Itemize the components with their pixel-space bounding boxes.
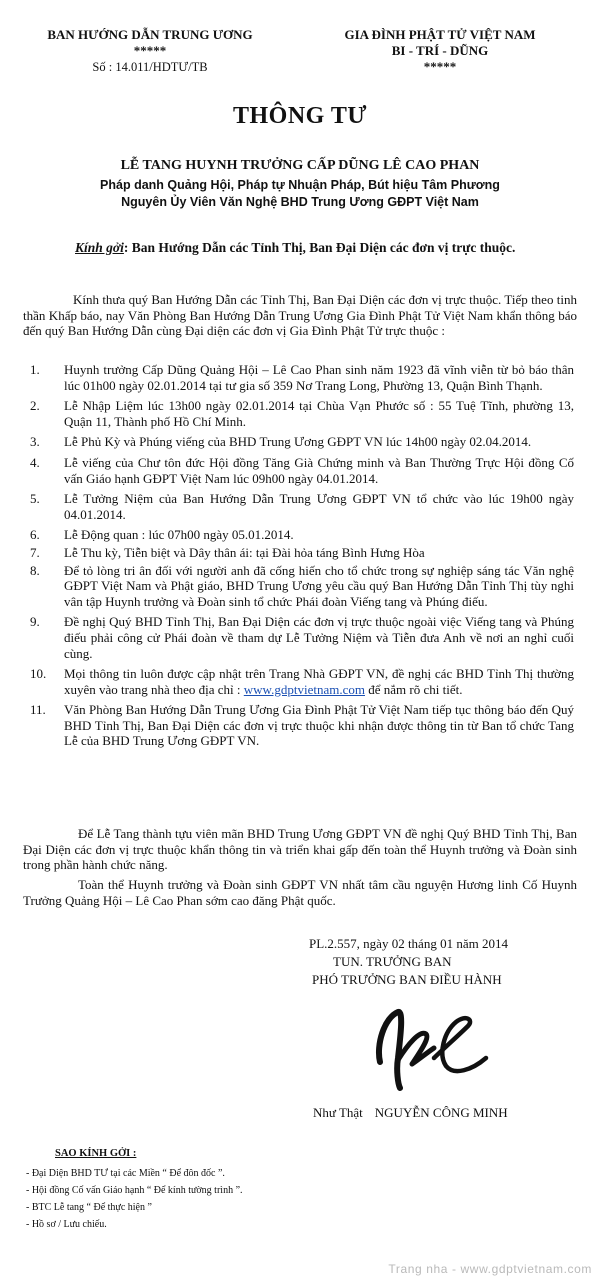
signer-name: NGUYỄN CÔNG MINH	[374, 1105, 508, 1120]
cc-item: - Hồ sơ / Lưu chiếu.	[26, 1219, 107, 1230]
intro-paragraph: Kính thưa quý Ban Hướng Dẫn các Tỉnh Thị, Ban Đại Diện các đơn vị trực thuộc. Tiếp theo tinh thần Khấp báo, nay Văn Phòng Ban Hướng Dẫn Trung Ương Gia Đình Phật Tử Việt Nam khẩn thông báo đến quý Ban Hướng Dẫn cùng Đại diện các đơn vị Gia Đình Phật Tử trực thuộc :	[23, 292, 577, 339]
list-item	[0, 455, 600, 486]
item-text: Lễ Động quan : lúc 07h00 ngày 05.01.2014.	[64, 527, 294, 543]
list-item	[0, 614, 600, 661]
recipient-label: Kính gởi	[75, 240, 124, 255]
item-number: 4.	[30, 454, 40, 470]
signature-date: PL.2.557, ngày 02 tháng 01 năm 2014	[309, 936, 508, 951]
list-item	[0, 362, 600, 393]
signature-on-behalf: TUN. TRƯỞNG BAN	[333, 954, 452, 969]
handwritten-signature	[368, 1000, 498, 1095]
item-text	[64, 666, 574, 697]
item-text-after-link: để nắm rõ chi tiết.	[364, 681, 463, 697]
cc-heading: SAO KÍNH GỞI :	[55, 1148, 137, 1159]
item-text: Lễ Tưởng Niệm của Ban Hướng Dẫn Trung Ương GĐPT VN tổ chức vào lúc 19h00 ngày 04.01.2014.	[64, 491, 574, 522]
header-right	[300, 27, 580, 75]
document-number: Số : 14.011/HDTƯ/TB	[92, 60, 208, 74]
item-text: Văn Phòng Ban Hướng Dẫn Trung Ương Gia Đình Phật Tử Việt Nam tiếp tục thông báo đến Quý BHD Tỉnh Thị, Ban Đại Diện các đơn vị trực thuộc khi nhận được thông tin từ Ban tổ chức Tang Lễ của BHD Trung Ương GĐPT VN.	[64, 702, 574, 749]
watermark: Trang nha - www.gdptvietnam.com	[388, 1262, 592, 1276]
item-number: 7.	[30, 544, 40, 560]
item-text-before-link: Mọi thông tin luôn được cập nhật trên Trang Nhà GĐPT VN, đề nghị các BHD Tỉnh Thị thường xuyên vào trang nhà theo địa chỉ :	[64, 666, 574, 697]
item-text: Lễ Thu kỳ, Tiễn biệt và Dây thân ái: tại Đài hỏa táng Bình Hưng Hòa	[64, 544, 425, 560]
cc-item: - BTC Lễ tang “ Để thực hiện ”	[26, 1202, 152, 1213]
closing-paragraph-1: Để Lễ Tang thành tựu viên mãn BHD Trung Ương GĐPT VN đề nghị Quý BHD Tỉnh Thị, Ban Đại Diện các đơn vị trực thuộc khẩn thông tin và triển khai gấp đến toàn thể Huynh trưởng và Đoàn sinh trong phần hành chức năng.	[23, 826, 577, 873]
item-number: 9.	[30, 614, 40, 630]
item-text: Đề nghị Quý BHD Tỉnh Thị, Ban Đại Diện các đơn vị trực thuộc ngoài việc Viếng tang và Phúng điếu phải công cử Phái đoàn về tham dự Lễ Tưởng Niệm và Tiễn đưa Anh về nơi an nghỉ cuối cùng.	[64, 614, 574, 661]
list-item	[0, 527, 600, 543]
list-item	[0, 563, 600, 610]
website-link[interactable]: www.gdptvietnam.com	[243, 681, 365, 697]
list-item	[0, 434, 600, 450]
item-number: 1.	[30, 362, 40, 377]
item-number: 11.	[30, 702, 46, 718]
item-number: 8.	[30, 562, 40, 578]
item-text: Huynh trưởng Cấp Dũng Quảng Hội – Lê Cao Phan sinh năm 1923 đã vĩnh viễn từ bỏ báo thân lúc 01h00 ngày 02.01.2014 tại tư gia số 359 Nơ Trang Long, Phường 13, Quận Bình Thạnh.	[64, 362, 574, 393]
announcement-list	[0, 362, 600, 749]
item-text: Lễ Nhập Liệm lúc 13h00 ngày 02.01.2014 tại Chùa Vạn Phước số : 55 Tuệ Tĩnh, phường 13, Quận 11, Thành phố Hồ Chí Minh.	[64, 398, 574, 429]
list-item	[0, 398, 600, 429]
organization-name: GIA ĐÌNH PHẬT TỬ VIỆT NAM	[344, 27, 536, 42]
list-item	[0, 491, 600, 522]
recipient-text: : Ban Hướng Dẫn các Tỉnh Thị, Ban Đại Diện các đơn vị trực thuộc.	[123, 240, 516, 255]
organization-stars: *****	[423, 59, 457, 74]
issuer-org: BAN HƯỚNG DẪN TRUNG ƯƠNG	[47, 27, 253, 42]
item-text: Để tỏ lòng tri ân đối với người anh đã cống hiến cho tổ chức trong sự nghiệp sáng tác Văn nghệ GĐPT Việt Nam và Phật giáo, BHD Trung Ương yêu cầu quý Ban Hướng Dẫn Tỉnh Thị tùy nghi vân tập Huynh trưởng và Đoàn sinh tổ chức Phái đoàn Viếng tang và Phúng điếu.	[64, 562, 574, 609]
signer-dharma-name: Như Thật	[313, 1105, 363, 1120]
signature-position: PHÓ TRƯỞNG BAN ĐIỀU HÀNH	[312, 972, 502, 987]
subtitle-line-3: Nguyên Ủy Viên Văn Nghệ BHD Trung Ương GĐPT Việt Nam	[121, 195, 479, 209]
item-number: 10.	[30, 666, 47, 682]
issuer-stars: *****	[133, 43, 167, 58]
document-title: THÔNG TƯ	[232, 103, 368, 129]
cc-item: - Đại Diện BHD TƯ tại các Miền “ Để đôn đốc ”.	[26, 1168, 225, 1179]
header-left	[20, 27, 280, 75]
organization-motto: BI - TRÍ - DŨNG	[391, 43, 489, 58]
list-item	[0, 702, 600, 749]
item-number: 3.	[30, 434, 40, 450]
subtitle-line-2: Pháp danh Quảng Hội, Pháp tự Nhuận Pháp, Bút hiệu Tâm Phương	[100, 178, 500, 192]
signer-line	[313, 1105, 508, 1121]
list-item	[0, 545, 600, 561]
item-number: 6.	[30, 527, 40, 543]
item-text: Lễ viếng của Chư tôn đức Hội đồng Tăng Già Chứng minh và Ban Thường Trực Hội đồng Cố vấn Giáo hạnh GĐPT Việt Nam lúc 09h00 ngày 04.01.2014.	[64, 454, 574, 486]
closing-paragraph-2: Toàn thể Huynh trưởng và Đoàn sinh GĐPT VN nhất tâm cầu nguyện Hương linh Cố Huynh Trưởng Quảng Hội – Lê Cao Phan sớm cao đăng Phật quốc.	[23, 877, 577, 908]
item-text: Lễ Phủ Kỳ và Phúng viếng của BHD Trung Ương GĐPT VN lúc 14h00 ngày 02.04.2014.	[64, 434, 532, 450]
list-item	[0, 666, 600, 697]
recipient-line	[75, 240, 515, 256]
item-number: 2.	[30, 398, 40, 414]
document-subtitle: LỄ TANG HUYNH TRƯỞNG CẤP DŨNG LÊ CAO PHAN	[120, 158, 480, 173]
cc-item: - Hội đồng Cố vấn Giáo hạnh “ Để kính tường trình ”.	[26, 1185, 243, 1196]
item-number: 5.	[30, 491, 40, 507]
